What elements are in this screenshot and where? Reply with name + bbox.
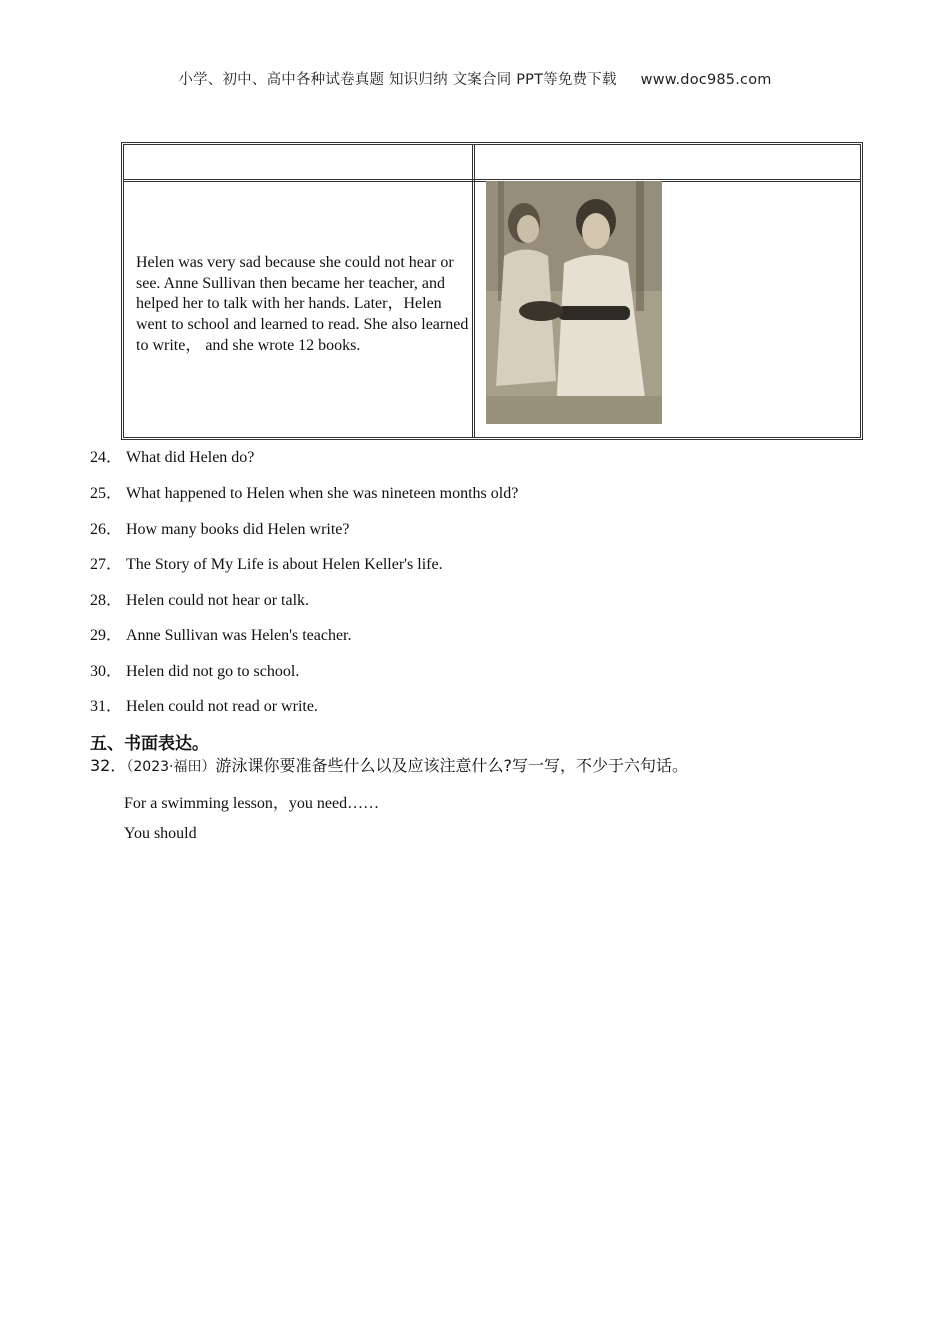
question-28: 28． Helen could not hear or talk.	[90, 592, 310, 609]
table-header-row	[124, 145, 860, 182]
passage-text: Helen was very sad because she could not hear or see. Anne Sullivan then became her teacher, and helped her to talk with her hands. Later，Helen went to school and learned to read. She also learned to write， and she wrote 12 books.	[136, 254, 469, 354]
writing-line-1: For a swimming lesson，you need……	[124, 795, 380, 812]
header-text: 小学、初中、高中各种试卷真题 知识归纳 文案合同 PPT等免费下载	[178, 72, 617, 88]
writing-line-2: You should	[124, 825, 197, 842]
question-26: 26． How many books did Helen write?	[90, 521, 350, 538]
question-31: 31． Helen could not read or write.	[90, 698, 318, 715]
question-29: 29． Anne Sullivan was Helen's teacher.	[90, 627, 352, 644]
q32-num: 32．	[90, 756, 127, 775]
question-27: 27． The Story of My Life is about Helen Keller's life.	[90, 556, 443, 573]
q32-text: 游泳课你要准备些什么以及应该注意什么?写一写，不少于六句话。	[215, 756, 688, 775]
question-30: 30． Helen did not go to school.	[90, 663, 300, 680]
reading-table	[121, 142, 863, 440]
question-32	[90, 753, 688, 776]
photo-illustration	[486, 181, 662, 424]
page-header	[0, 68, 950, 89]
q32-source: （2023·福田）	[126, 759, 216, 775]
question-24: 24． What did Helen do?	[90, 449, 255, 466]
table-column-divider	[472, 145, 475, 437]
question-25: 25． What happened to Helen when she was nineteen months old?	[90, 485, 519, 502]
helen-keller-photo	[486, 181, 662, 424]
section-title: 五、书面表达。	[90, 734, 209, 754]
header-url[interactable]: www.doc985.com	[640, 72, 772, 88]
